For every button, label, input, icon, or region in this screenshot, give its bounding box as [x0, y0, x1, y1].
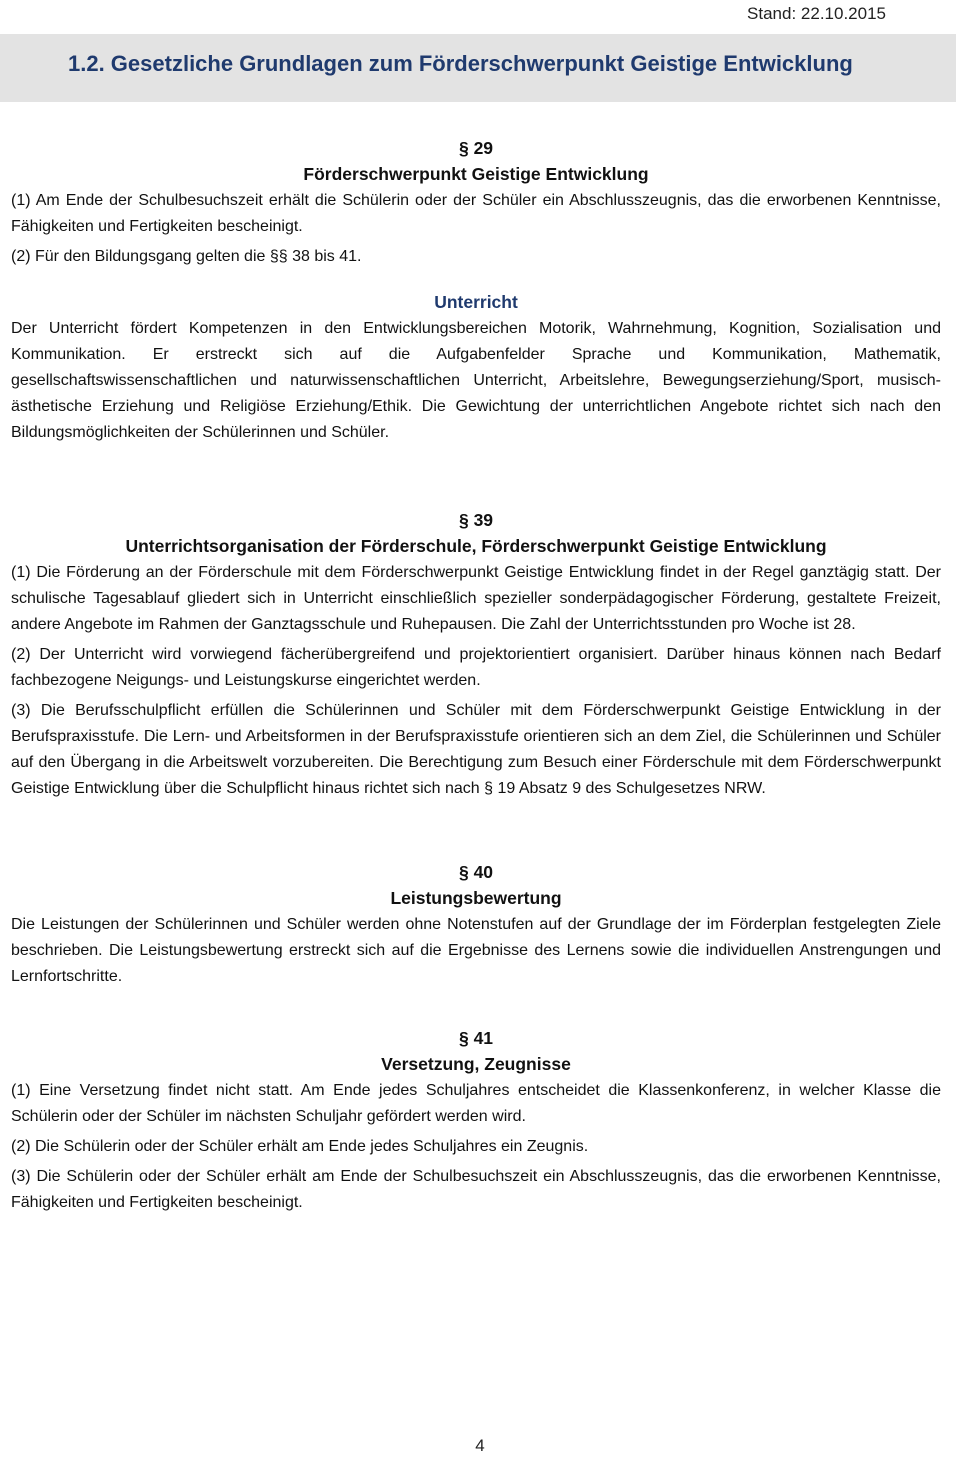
paragraph: (1) Die Förderung an der Förderschule mit dem Förderschwerpunkt Geistige Entwicklung findet in der Regel ganztägig statt. Der schulische Tagesablauf gliedert sich in Unterricht einschließlich spezieller sonderpädagogischer Förderung, gestaltete Freizeit, andere Angebote im Rahmen der Ganztagsschule und Ruhepausen. Die Zahl der Unterrichtsstunden pro Woche ist 28.: [11, 564, 941, 633]
paragraph: (2) Die Schülerin oder der Schüler erhält am Ende jedes Schuljahres ein Zeugnis.: [11, 1138, 589, 1155]
section-title: Unterrichtsorganisation der Förderschule, Förderschwerpunkt Geistige Entwicklung: [125, 536, 827, 556]
document-body: [11, 134, 941, 1220]
paragraph: Der Unterricht fördert Kompetenzen in den Entwicklungsbereichen Motorik, Wahrnehmung, Kognition, Sozialisation und Kommunikation. Er erstreckt sich auf die Aufgabenfelder Sprache und Kommunikation, Mathematik, gesellschaftswissenschaftlichen und naturwissenschaftlichen Unterricht, Arbeitslehre, Bewegungserziehung/Sport, musisch-ästhetische Erziehung und Religiöse Erziehung/Ethik. Die Gewichtung der unterrichtlichen Angebote richtet sich nach den Bildungsmöglichkeiten der Schülerinnen und Schüler.: [11, 320, 941, 441]
section-number: § 41: [458, 1028, 494, 1048]
section-title: Förderschwerpunkt Geistige Entwicklung: [303, 164, 649, 184]
date-stamp: Stand: 22.10.2015: [747, 4, 886, 23]
paragraph: Die Leistungen der Schülerinnen und Schüler werden ohne Notenstufen auf der Grundlage der im Förderplan festgelegten Ziele beschrieben. Die Leistungsbewertung erstreckt sich auf die Ergebnisse des Lernens sowie die individuellen Anstrengungen und Lernfortschritte.: [11, 916, 941, 985]
spacer: [11, 806, 941, 858]
section-41: [11, 1024, 941, 1216]
page-number: 4: [475, 1436, 485, 1455]
section-29: [11, 134, 941, 270]
subsection-unterricht: [11, 288, 941, 446]
paragraph: (1) Am Ende der Schulbesuchszeit erhält die Schülerin oder der Schüler ein Abschlusszeugnis, das die erworbenen Kenntnisse, Fähigkeiten und Fertigkeiten bescheinigt.: [11, 192, 941, 235]
section-title: Leistungsbewertung: [390, 888, 562, 908]
section-39: [11, 506, 941, 802]
section-number: § 39: [458, 510, 494, 530]
paragraph: (2) Für den Bildungsgang gelten die §§ 38 bis 41.: [11, 248, 362, 265]
chapter-header: [0, 34, 956, 102]
section-number: § 29: [458, 138, 494, 158]
chapter-title: 1.2. Gesetzliche Grundlagen zum Förderschwerpunkt Geistige Entwicklung: [68, 51, 853, 76]
section-title: Versetzung, Zeugnisse: [381, 1054, 571, 1074]
section-number: § 40: [458, 862, 494, 882]
spacer: [11, 450, 941, 506]
spacer: [11, 994, 941, 1024]
paragraph: (1) Eine Versetzung findet nicht statt. Am Ende jedes Schuljahres entscheidet die Klassenkonferenz, in welcher Klasse die Schülerin oder der Schüler im nächsten Schuljahr gefördert werden wird.: [11, 1082, 941, 1125]
subsection-title: Unterricht: [434, 292, 518, 312]
paragraph: (2) Der Unterricht wird vorwiegend fächerübergreifend und projektorientiert organisiert. Darüber hinaus können nach Bedarf fachbezogene Neigungs- und Leistungskurse eingerichtet werden.: [11, 646, 941, 689]
section-40: [11, 858, 941, 990]
paragraph: (3) Die Berufsschulpflicht erfüllen die Schülerinnen und Schüler mit dem Förderschwerpunkt Geistige Entwicklung in der Berufspraxisstufe. Die Lern- und Arbeitsformen in der Berufspraxisstufe orientieren sich an dem Ziel, die Schülerinnen und Schüler auf den Übergang in die Arbeitswelt vorzubereiten. Die Berechtigung zum Besuch einer Förderschule mit dem Förderschwerpunkt Geistige Entwicklung über die Schulpflicht hinaus richtet sich nach § 19 Absatz 9 des Schulgesetzes NRW.: [11, 702, 941, 797]
paragraph: (3) Die Schülerin oder der Schüler erhält am Ende der Schulbesuchszeit ein Abschlusszeugnis, das die erworbenen Kenntnisse, Fähigkeiten und Fertigkeiten bescheinigt.: [11, 1168, 941, 1211]
